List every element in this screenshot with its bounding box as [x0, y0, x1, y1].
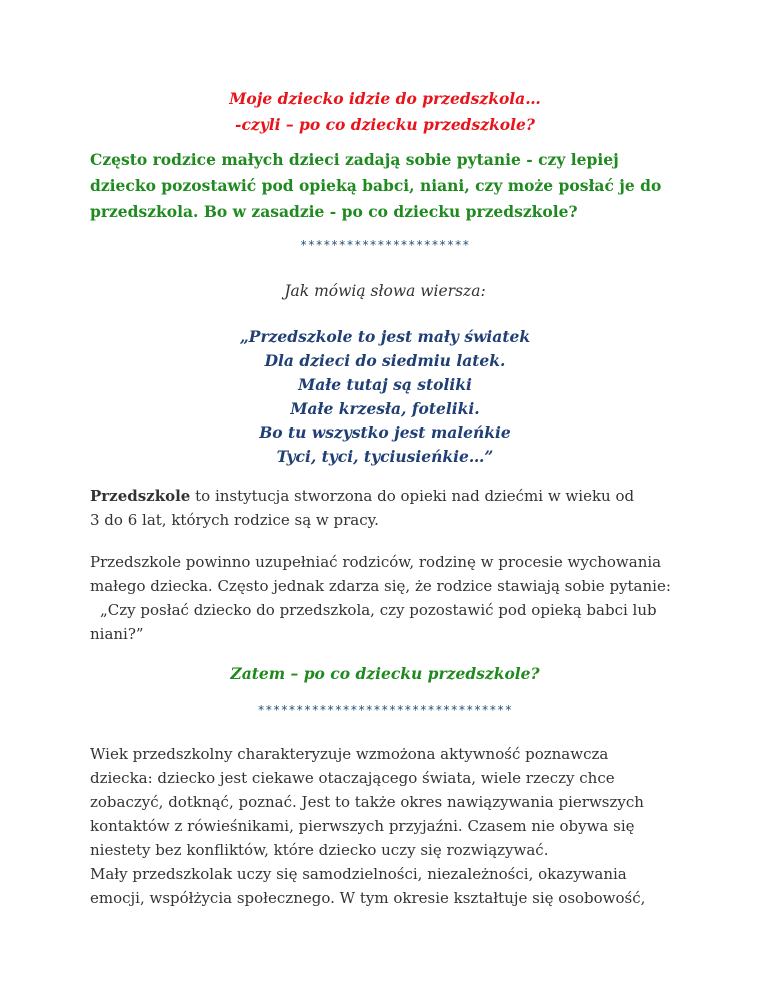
- paragraph-line: niestety bez konfliktów, które dziecko uczy się rozwiązywać.: [90, 841, 549, 859]
- poem-line: Małe krzesła, foteliki.: [290, 399, 480, 418]
- paragraph-line: małego dziecka. Często jednak zdarza się, że rodzice stawiają sobie pytanie:: [90, 577, 671, 595]
- intro-paragraph: [90, 147, 680, 225]
- intro-line-1: Często rodzice małych dzieci zadają sobie pytanie - czy lepiej: [90, 150, 619, 169]
- poem-line: „Przedszkole to jest mały światek: [239, 327, 531, 346]
- definition-line-1: [90, 484, 680, 508]
- poem-line: Bo tu wszystko jest maleńkie: [259, 423, 511, 442]
- intro-line-2: dziecko pozostawić pod opieką babci, niani, czy może posłać je do: [90, 176, 662, 195]
- intro-line-3: przedszkola. Bo w zasadzie - po co dziecku przedszkole?: [90, 202, 578, 221]
- poem-line: Tyci, tyci, tyciusieńkie…”: [276, 447, 494, 466]
- title-line-1: Moje dziecko idzie do przedszkola…: [229, 89, 541, 108]
- separator-stars-2: *********************************: [257, 703, 513, 717]
- poem: [90, 325, 680, 469]
- title-line-2: -czyli – po co dziecku przedszkole?: [235, 115, 535, 134]
- paragraph-line: Mały przedszkolak uczy się samodzielności, niezależności, okazywania: [90, 865, 627, 883]
- definition-paragraph: [90, 484, 680, 532]
- paragraph-line: zobaczyć, dotknąć, poznać. Jest to także okres nawiązywania pierwszych: [90, 793, 644, 811]
- paragraph-line: Wiek przedszkolny charakteryzuje wzmożona aktywność poznawcza: [90, 745, 609, 763]
- paragraph-line: niani?”: [90, 625, 144, 643]
- paragraph-line: dziecka: dziecko jest ciekawe otaczającego świata, wiele rzeczy chce: [90, 769, 615, 787]
- paragraph-line: „Czy posłać dziecko do przedszkola, czy pozostawić pod opieką babci lub: [100, 601, 657, 619]
- definition-line-2: 3 do 6 lat, których rodzice są w pracy.: [90, 511, 379, 529]
- section-heading: Zatem – po co dziecku przedszkole?: [230, 664, 540, 683]
- definition-text: to instytucja stworzona do opieki nad dziećmi w wieku od: [190, 487, 635, 505]
- paragraph-2: [90, 550, 680, 646]
- poem-line: Dla dzieci do siedmiu latek.: [264, 351, 506, 370]
- paragraph-line: kontaktów z rówieśnikami, pierwszych przyjaźni. Czasem nie obywa się: [90, 817, 635, 835]
- document-title: [90, 86, 680, 138]
- separator-stars: **********************: [300, 238, 470, 252]
- paragraph-3: [90, 742, 680, 910]
- paragraph-line: emocji, współżycia społecznego. W tym okresie kształtuje się osobowość,: [90, 889, 646, 907]
- definition-term: Przedszkole: [90, 487, 191, 505]
- poem-intro: Jak mówią słowa wiersza:: [284, 282, 486, 300]
- paragraph-line: Przedszkole powinno uzupełniać rodziców, rodzinę w procesie wychowania: [90, 553, 662, 571]
- poem-line: Małe tutaj są stoliki: [298, 375, 472, 394]
